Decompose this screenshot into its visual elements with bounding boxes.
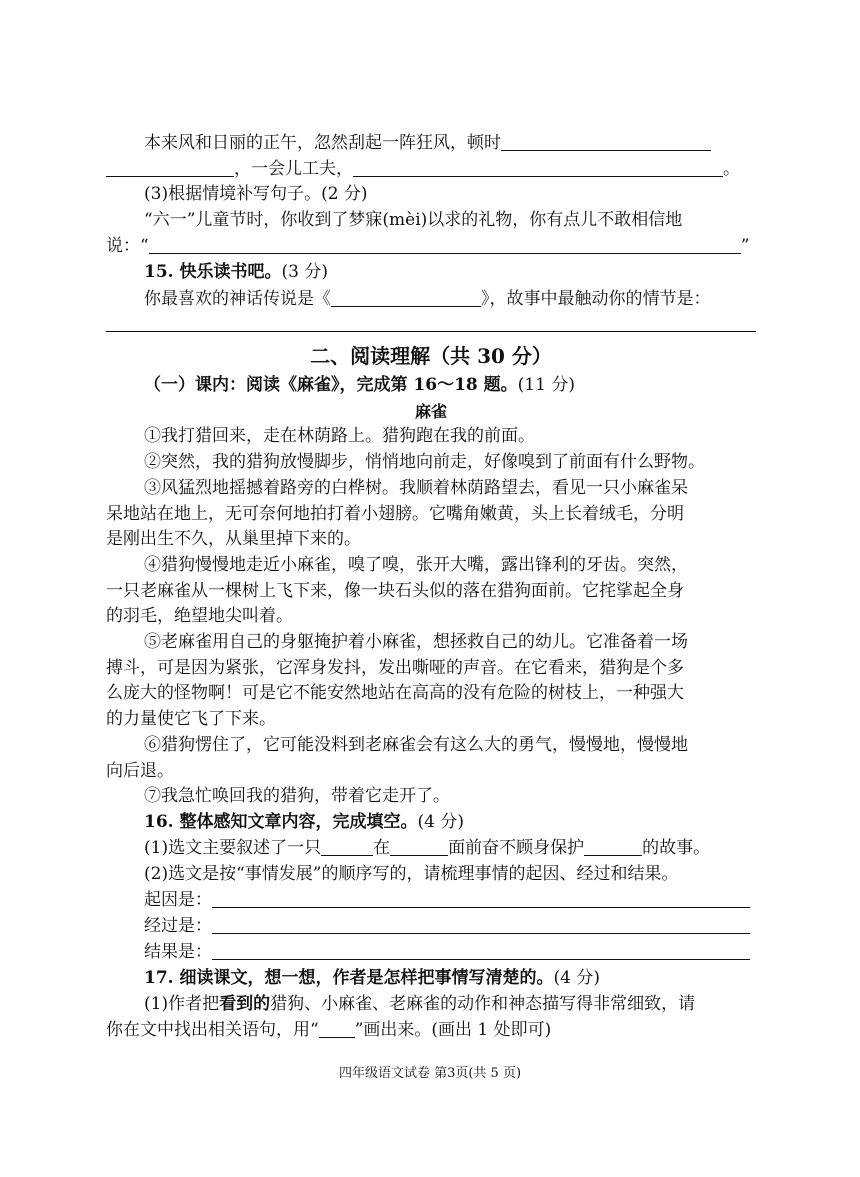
q14-2-end: 。 [723, 159, 740, 179]
essay-line: 的羽毛，绝望地尖叫着。 [106, 606, 293, 626]
q17-p1-bold: 看到的 [219, 994, 271, 1014]
q16-p1-d: 的故事。 [642, 838, 711, 858]
q16-cause [106, 888, 794, 912]
answer-blank[interactable] [149, 235, 741, 254]
process-label: 经过是： [144, 916, 212, 936]
answer-line[interactable] [106, 331, 756, 332]
say-open: 说：“ [106, 236, 149, 256]
q16-p1-a: (1)选文主要叙述了一只 [144, 838, 322, 858]
answer-blank[interactable] [321, 837, 373, 856]
essay-line: 的力量使它飞了下来。 [106, 709, 276, 729]
q14-2-mid: ，一会儿工夫， [234, 159, 353, 179]
section-sub-score: (11 分) [517, 375, 575, 395]
q14-2-line1 [106, 131, 794, 155]
q17-p2-a: 你在文中找出相关语句，用“ [106, 1020, 319, 1040]
q17-title: 17. 细读课文，想一想，作者是怎样把事情写清楚的。 [144, 968, 554, 988]
q16-process [106, 914, 794, 938]
essay-line: 么庞大的怪物啊！可是它不能安然地站在高高的没有危险的树枝上，一种强大 [106, 683, 684, 703]
essay-line: ②突然，我的猎狗放慢脚步，悄悄地向前走，好像嗅到了前面有什么野物。 [144, 452, 705, 472]
q14-3-say-line [106, 234, 756, 258]
section-sub: （一）课内：阅读《麻雀》，完成第 16～18 题。 [144, 375, 518, 395]
section-title: 二、阅读理解（共 30 分） [310, 344, 552, 368]
answer-blank[interactable] [501, 132, 711, 151]
q15-line [106, 287, 794, 311]
essay-line: 搏斗，可是因为紧张，它浑身发抖，发出嘶哑的声音。在它看来，猎狗是个多 [106, 658, 684, 678]
q14-2-line2 [106, 157, 756, 181]
q15-title: 15. 快乐读书吧。 [144, 262, 282, 282]
q14-2-text: 本来风和日丽的正午，忽然刮起一阵狂风，顿时 [144, 133, 501, 153]
section-sub-line [106, 373, 794, 397]
q15-text-b: 》，故事中最触动你的情节是： [481, 289, 711, 309]
essay-line: 向后退。 [106, 761, 174, 781]
essay-line: ①我打猎回来，走在林荫路上。猎狗跑在我的前面。 [144, 426, 535, 446]
q17-p1-a: (1)作者把 [144, 994, 220, 1014]
result-label: 结果是： [144, 942, 212, 962]
underline-sample [319, 1019, 355, 1038]
essay-line: ⑦我急忙唤回我的猎狗，带着它走开了。 [144, 786, 450, 806]
say-close: ” [740, 236, 750, 256]
answer-blank[interactable] [106, 158, 234, 177]
answer-blank[interactable] [390, 837, 448, 856]
q14-3-label: (3)根据情境补写句子。(2 分) [144, 184, 368, 204]
essay-line: ③风猛烈地摇撼着路旁的白桦树。我顺着林荫路望去，看见一只小麻雀呆 [144, 478, 688, 498]
page-footer: 四年级语文试卷 第3页(共 5 页) [338, 1066, 522, 1081]
essay-line: ⑥猎狗愣住了，它可能没料到老麻雀会有这么大的勇气，慢慢地，慢慢地 [144, 735, 688, 755]
essay-title: 麻雀 [414, 402, 447, 421]
q16-p1 [106, 836, 794, 860]
essay-line: ④猎狗慢慢地走近小麻雀，嗅了嗅，张开大嘴，露出锋利的牙齿。突然， [144, 555, 688, 575]
answer-blank[interactable] [331, 288, 481, 307]
answer-blank[interactable] [353, 158, 723, 177]
essay-line: 是刚出生不久，从巢里掉下来的。 [106, 529, 361, 549]
q15-score: (3 分) [281, 262, 328, 282]
q17-p2 [106, 1018, 756, 1042]
q17-score: (4 分) [553, 968, 600, 988]
answer-blank[interactable] [212, 889, 750, 908]
q14-3-prompt: “六一”儿童节时，你收到了梦寐(mèi)以求的礼物，你有点儿不敢相信地 [144, 210, 683, 230]
q17-title-line [106, 966, 794, 990]
q17-p1 [106, 992, 794, 1016]
q16-p1-b: 在 [373, 838, 391, 858]
answer-blank[interactable] [584, 837, 642, 856]
q17-p1-b: 猎狗、小麻雀、老麻雀的动作和神态描写得非常细致，请 [270, 994, 696, 1014]
q15-text-a: 你最喜欢的神话传说是《 [144, 289, 331, 309]
answer-blank[interactable] [212, 941, 750, 960]
answer-blank[interactable] [212, 915, 750, 934]
essay-line: 一只老麻雀从一棵树上飞下来，像一块石头似的落在猎狗面前。它挓挲起全身 [106, 581, 684, 601]
essay-line: ⑤老麻雀用自己的身躯掩护着小麻雀，想拯救自己的幼儿。它准备着一场 [144, 632, 688, 652]
q16-p1-c: 面前奋不顾身保护 [448, 838, 585, 858]
q15-title-line [106, 260, 794, 284]
q16-title-line [106, 810, 794, 834]
q16-p2: (2)选文是按“事情发展”的顺序写的，请梳理事情的起因、经过和结果。 [144, 864, 679, 884]
q16-title: 16. 整体感知文章内容，完成填空。 [144, 812, 418, 832]
essay-line: 呆地站在地上，无可奈何地拍打着小翅膀。它嘴角嫩黄，头上长着绒毛，分明 [106, 504, 684, 524]
q17-p2-b: ”画出来。(画出 1 处即可) [354, 1020, 552, 1040]
q16-result [106, 940, 794, 964]
q16-score: (4 分) [417, 812, 464, 832]
cause-label: 起因是： [144, 890, 212, 910]
